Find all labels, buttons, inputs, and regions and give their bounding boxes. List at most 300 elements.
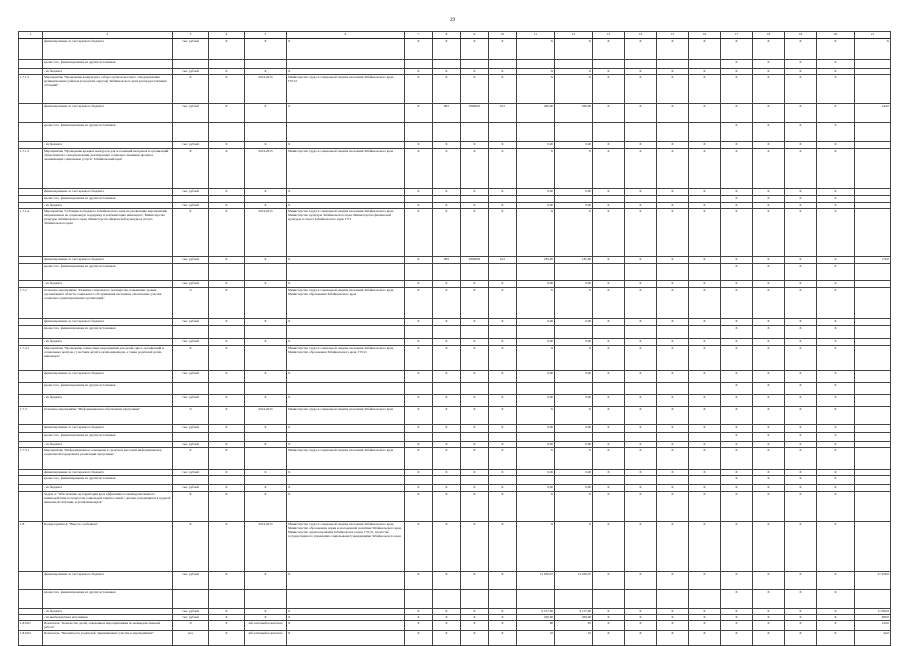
table-cell: 0,00 — [555, 442, 593, 448]
table-cell: X — [209, 371, 245, 383]
table-cell: X — [461, 339, 489, 346]
table-cell — [517, 476, 555, 485]
table-cell — [657, 123, 689, 142]
table-cell: X — [625, 470, 657, 476]
table-cell: X — [785, 196, 817, 203]
table-cell: X — [433, 609, 461, 615]
table-cell: 0,00 — [517, 142, 555, 149]
column-number: 8 — [433, 32, 461, 39]
table-cell — [855, 425, 891, 433]
table-cell: X — [245, 69, 287, 75]
column-number: 2 — [43, 32, 173, 39]
table-cell — [489, 60, 517, 69]
table-cell: X — [689, 75, 721, 104]
table-cell — [245, 264, 287, 281]
table-cell: X — [689, 319, 721, 326]
table-cell: X — [287, 425, 405, 433]
table-cell: X — [753, 142, 785, 149]
table-cell: X — [245, 609, 287, 615]
table-cell — [555, 590, 593, 609]
table-cell — [19, 433, 43, 442]
table-cell: 1.8. — [19, 522, 43, 572]
table-cell: X — [405, 281, 433, 288]
table-cell: X — [517, 209, 555, 257]
table-cell: 0,00 — [517, 470, 555, 476]
table-cell: X — [657, 104, 689, 123]
table-cell: X — [817, 609, 855, 615]
table-cell: - из бюджета — [43, 609, 173, 615]
table-cell: X — [287, 492, 405, 522]
table-row — [19, 196, 891, 203]
table-cell — [173, 123, 209, 142]
table-cell — [689, 60, 721, 69]
table-cell — [461, 383, 489, 395]
table-row — [19, 104, 891, 123]
table-cell: X — [489, 522, 517, 572]
table-cell: X — [209, 209, 245, 257]
table-cell: X — [753, 572, 785, 590]
table-cell: X — [593, 346, 625, 371]
table-cell: X — [433, 339, 461, 346]
table-cell: X — [817, 442, 855, 448]
table-cell — [19, 189, 43, 196]
table-cell: X — [721, 395, 753, 407]
table-cell: X — [173, 149, 209, 189]
table-cell: X — [625, 407, 657, 425]
table-cell: X — [817, 257, 855, 264]
table-cell — [405, 60, 433, 69]
table-cell: X — [489, 470, 517, 476]
table-cell — [593, 196, 625, 203]
table-cell: 802 — [433, 257, 461, 264]
table-cell: X — [689, 142, 721, 149]
table-cell: X — [753, 492, 785, 522]
table-cell: X — [489, 346, 517, 371]
table-cell: X — [817, 590, 855, 609]
table-cell: Министерство труда и социальной защиты населения Забайкальского края — [287, 448, 405, 470]
table-cell: X — [657, 485, 689, 492]
table-cell — [555, 264, 593, 281]
table-cell: X — [721, 264, 753, 281]
table-cell: - из бюджета — [43, 69, 173, 75]
table-cell: X — [209, 257, 245, 264]
table-row — [19, 39, 891, 60]
table-cell — [855, 346, 891, 371]
table-cell: X — [785, 319, 817, 326]
table-cell: X — [461, 39, 489, 60]
table-cell — [689, 476, 721, 485]
table-cell: X — [433, 621, 461, 631]
table-cell: X — [405, 371, 433, 383]
table-cell — [855, 209, 891, 257]
table-cell: X — [593, 281, 625, 288]
table-cell — [657, 264, 689, 281]
table-cell: 0,00 — [555, 189, 593, 196]
table-cell: X — [689, 609, 721, 615]
table-cell: X — [689, 448, 721, 470]
table-cell: X — [461, 395, 489, 407]
table-cell: X — [625, 149, 657, 189]
column-number: 16 — [689, 32, 721, 39]
table-cell: Министерство труда и социальной защиты населения Забайкальского края, Министерство образования, науки и молодежной политики Забайкальского края, Министерство здравоохранения Забайкальского края, ГУСО, Агентство государственного управления социальными учреждениями Забайкальского края — [287, 522, 405, 572]
table-cell: X — [785, 407, 817, 425]
table-cell: X — [689, 615, 721, 621]
table-cell: X — [461, 319, 489, 326]
column-number: 17 — [721, 32, 753, 39]
table-cell: X — [287, 485, 405, 492]
table-cell: X — [405, 339, 433, 346]
table-cell: X — [785, 631, 817, 646]
table-cell: 0,00 — [555, 485, 593, 492]
table-cell — [433, 60, 461, 69]
table-cell: X — [405, 442, 433, 448]
table-cell — [173, 383, 209, 395]
table-cell — [209, 326, 245, 339]
table-cell: X — [817, 383, 855, 395]
table-cell: 0,00 — [555, 319, 593, 326]
table-cell — [855, 196, 891, 203]
table-cell — [433, 383, 461, 395]
table-cell: X — [657, 631, 689, 646]
table-cell: X — [753, 189, 785, 196]
column-number: 21 — [855, 32, 891, 39]
table-cell: X — [657, 75, 689, 104]
table-cell: X — [753, 281, 785, 288]
table-cell: X — [817, 149, 855, 189]
table-cell — [855, 326, 891, 339]
table-cell: кроме того, финансирование из других источников — [43, 590, 173, 609]
table-cell: X — [785, 60, 817, 69]
table-cell — [245, 288, 287, 319]
table-cell: X — [689, 621, 721, 631]
table-cell — [433, 590, 461, 609]
table-cell: X — [209, 621, 245, 631]
table-cell: X — [433, 522, 461, 572]
table-cell: X — [489, 621, 517, 631]
table-cell — [855, 476, 891, 485]
table-cell: X — [817, 69, 855, 75]
column-number: 14 — [625, 32, 657, 39]
table-cell: X — [753, 104, 785, 123]
table-cell: 2014-2015 — [245, 407, 287, 425]
table-cell: X — [245, 104, 287, 123]
table-cell: X — [461, 69, 489, 75]
table-cell — [593, 123, 625, 142]
table-cell: X — [209, 75, 245, 104]
table-cell: X — [689, 339, 721, 346]
table-cell: X — [489, 288, 517, 319]
table-cell: % — [173, 407, 209, 425]
table-cell: X — [817, 433, 855, 442]
table-cell: X — [245, 142, 287, 149]
table-cell — [461, 60, 489, 69]
table-cell: X — [555, 288, 593, 319]
table-cell: 21 930,07 — [517, 572, 555, 590]
table-cell: Абсолютный показатель — [245, 631, 287, 646]
table-cell: X — [785, 189, 817, 196]
table-cell: X — [689, 631, 721, 646]
table-cell — [517, 196, 555, 203]
column-numbers-row — [19, 32, 891, 39]
table-cell: X — [245, 615, 287, 621]
table-cell — [19, 485, 43, 492]
table-cell: X — [721, 442, 753, 448]
table-cell: X — [689, 288, 721, 319]
column-number: 9 — [461, 32, 489, 39]
table-cell: тыс. рублей — [173, 39, 209, 60]
table-cell: X — [625, 522, 657, 572]
table-cell: X — [489, 425, 517, 433]
table-cell — [489, 196, 517, 203]
table-cell: X — [433, 631, 461, 646]
table-cell: X — [753, 476, 785, 485]
table-cell: X — [721, 257, 753, 264]
table-row — [19, 492, 891, 522]
table-cell: тыс. рублей — [173, 470, 209, 476]
table-cell: X — [593, 615, 625, 621]
table-cell: X — [489, 615, 517, 621]
table-cell: X — [209, 104, 245, 123]
table-cell: X — [721, 425, 753, 433]
table-cell: X — [555, 69, 593, 75]
table-cell: X — [689, 470, 721, 476]
table-cell: X — [817, 621, 855, 631]
table-cell: X — [461, 448, 489, 470]
table-row — [19, 319, 891, 326]
table-cell: X — [287, 319, 405, 326]
table-row — [19, 75, 891, 104]
table-cell: X — [785, 572, 817, 590]
table-cell: X — [489, 319, 517, 326]
table-cell: X — [721, 123, 753, 142]
table-row — [19, 281, 891, 288]
table-cell — [555, 123, 593, 142]
table-cell: тыс. рублей — [173, 609, 209, 615]
table-cell: X — [689, 572, 721, 590]
table-cell: X — [785, 383, 817, 395]
table-cell: X — [625, 104, 657, 123]
table-cell: X — [721, 485, 753, 492]
table-cell: X — [625, 448, 657, 470]
table-cell — [657, 196, 689, 203]
table-cell: тыс. рублей — [173, 395, 209, 407]
table-cell: X — [209, 470, 245, 476]
table-cell: X — [245, 339, 287, 346]
table-cell: X — [287, 395, 405, 407]
table-cell: X — [817, 319, 855, 326]
table-cell: X — [785, 149, 817, 189]
table-cell: X — [287, 142, 405, 149]
table-cell: X — [785, 485, 817, 492]
table-cell: 1.8.0.02 — [19, 631, 43, 646]
table-cell — [657, 476, 689, 485]
table-cell: X — [817, 407, 855, 425]
column-number: 15 — [657, 32, 689, 39]
table-cell: X — [209, 149, 245, 189]
table-cell: X — [785, 621, 817, 631]
table-cell: 1.7.2.1 — [19, 346, 43, 371]
table-cell — [855, 448, 891, 470]
table-cell: X — [287, 189, 405, 196]
table-cell: X — [405, 485, 433, 492]
table-cell: X — [753, 196, 785, 203]
table-cell — [855, 60, 891, 69]
table-cell: 1.7.1.3 — [19, 149, 43, 189]
table-cell: X — [625, 69, 657, 75]
table-cell — [855, 281, 891, 288]
table-cell — [433, 123, 461, 142]
table-cell: X — [593, 448, 625, 470]
table-cell: X — [245, 485, 287, 492]
table-cell — [245, 448, 287, 470]
table-cell: финансирование за счет краевого бюджета — [43, 371, 173, 383]
table-cell: Мероприятие "Субсидия из бюджета Забайкальского края на реализацию мероприятий, направленных на социальную поддержку и реабилитацию инвалидов", Министерство культуры Забайкальского края, Министерство физической культуры и спорта Забайкальского края — [43, 209, 173, 257]
table-cell: 185,00 — [517, 257, 555, 264]
table-cell: X — [817, 522, 855, 572]
table-row — [19, 522, 891, 572]
table-cell: X — [817, 339, 855, 346]
table-cell: 290,00 — [517, 104, 555, 123]
table-cell: Мероприятие "Проведение конкурсного отбора органов местного самоуправления муниципальных районов (городских округов) Забайкальского края для предоставления субсидий" — [43, 75, 173, 104]
table-cell: - из внебюджетных источников — [43, 615, 173, 621]
table-cell — [625, 326, 657, 339]
table-cell: X — [433, 615, 461, 621]
table-cell — [245, 196, 287, 203]
table-cell: X — [405, 395, 433, 407]
column-number: 10 — [489, 32, 517, 39]
table-cell: X — [785, 448, 817, 470]
table-cell: X — [689, 281, 721, 288]
table-cell: X — [721, 60, 753, 69]
table-cell: X — [721, 189, 753, 196]
table-cell: 1.7.1.4 — [19, 209, 43, 257]
table-cell: X — [657, 470, 689, 476]
table-cell — [855, 142, 891, 149]
table-cell: X — [433, 371, 461, 383]
table-cell: X — [753, 407, 785, 425]
table-cell: X — [461, 609, 489, 615]
table-cell: X — [593, 39, 625, 60]
table-cell: X — [593, 319, 625, 326]
table-cell — [19, 476, 43, 485]
table-cell: X — [721, 476, 753, 485]
table-row — [19, 326, 891, 339]
table-cell — [855, 339, 891, 346]
table-cell: X — [593, 492, 625, 522]
table-cell: X — [209, 522, 245, 572]
table-cell — [855, 383, 891, 395]
table-cell: X — [433, 572, 461, 590]
table-cell — [19, 326, 43, 339]
table-cell: X — [753, 288, 785, 319]
table-cell — [19, 492, 43, 522]
table-cell: X — [817, 189, 855, 196]
table-row — [19, 433, 891, 442]
table-cell: X — [689, 485, 721, 492]
table-cell: 1.7.2 — [19, 288, 43, 319]
table-cell: X — [209, 319, 245, 326]
table-cell: X — [657, 149, 689, 189]
table-cell: 200,00 — [517, 615, 555, 621]
table-cell: кроме того, финансирование из других источников — [43, 433, 173, 442]
table-cell: 80 — [517, 621, 555, 631]
table-cell — [855, 407, 891, 425]
table-cell — [173, 433, 209, 442]
table-cell — [657, 433, 689, 442]
table-cell — [593, 383, 625, 395]
table-cell: X — [433, 281, 461, 288]
table-cell: % — [173, 288, 209, 319]
table-cell: X — [593, 149, 625, 189]
table-cell: X — [753, 615, 785, 621]
table-cell: X — [657, 621, 689, 631]
table-cell — [489, 590, 517, 609]
table-cell: X — [625, 631, 657, 646]
table-cell: X — [625, 75, 657, 104]
table-cell: X — [689, 442, 721, 448]
table-cell: X — [785, 346, 817, 371]
table-cell: X — [593, 425, 625, 433]
table-cell: финансирование за счет краевого бюджета — [43, 104, 173, 123]
table-cell: X — [287, 39, 405, 60]
table-cell: X — [625, 209, 657, 257]
table-cell: X — [721, 621, 753, 631]
table-cell: X — [753, 485, 785, 492]
table-cell — [855, 395, 891, 407]
table-cell — [19, 371, 43, 383]
table-cell: X — [753, 203, 785, 209]
table-cell: X — [593, 621, 625, 631]
table-cell — [209, 123, 245, 142]
table-cell — [19, 590, 43, 609]
table-cell — [555, 383, 593, 395]
table-cell — [461, 476, 489, 485]
table-cell — [209, 60, 245, 69]
table-cell — [593, 590, 625, 609]
table-cell: X — [489, 203, 517, 209]
table-cell: 2014-2015 — [245, 149, 287, 189]
table-cell: X — [209, 407, 245, 425]
table-cell: X — [785, 203, 817, 209]
table-cell: X — [489, 39, 517, 60]
table-row — [19, 621, 891, 631]
table-cell: X — [721, 326, 753, 339]
table-cell: X — [689, 257, 721, 264]
table-cell — [287, 383, 405, 395]
table-cell — [689, 264, 721, 281]
table-cell: X — [625, 572, 657, 590]
table-cell: X — [287, 609, 405, 615]
table-cell: X — [817, 75, 855, 104]
table-cell: X — [657, 615, 689, 621]
table-cell: X — [593, 189, 625, 196]
table-cell: X — [817, 142, 855, 149]
table-cell: X — [287, 631, 405, 646]
table-cell: X — [405, 615, 433, 621]
table-cell: X — [209, 281, 245, 288]
table-cell: X — [689, 39, 721, 60]
table-cell: X — [817, 203, 855, 209]
table-cell: X — [721, 631, 753, 646]
table-cell: X — [657, 371, 689, 383]
table-cell: X — [721, 572, 753, 590]
table-cell: тыс. рублей — [173, 203, 209, 209]
table-cell — [555, 60, 593, 69]
table-cell — [855, 264, 891, 281]
table-cell: X — [657, 257, 689, 264]
table-cell: X — [209, 346, 245, 371]
table-cell: X — [785, 142, 817, 149]
